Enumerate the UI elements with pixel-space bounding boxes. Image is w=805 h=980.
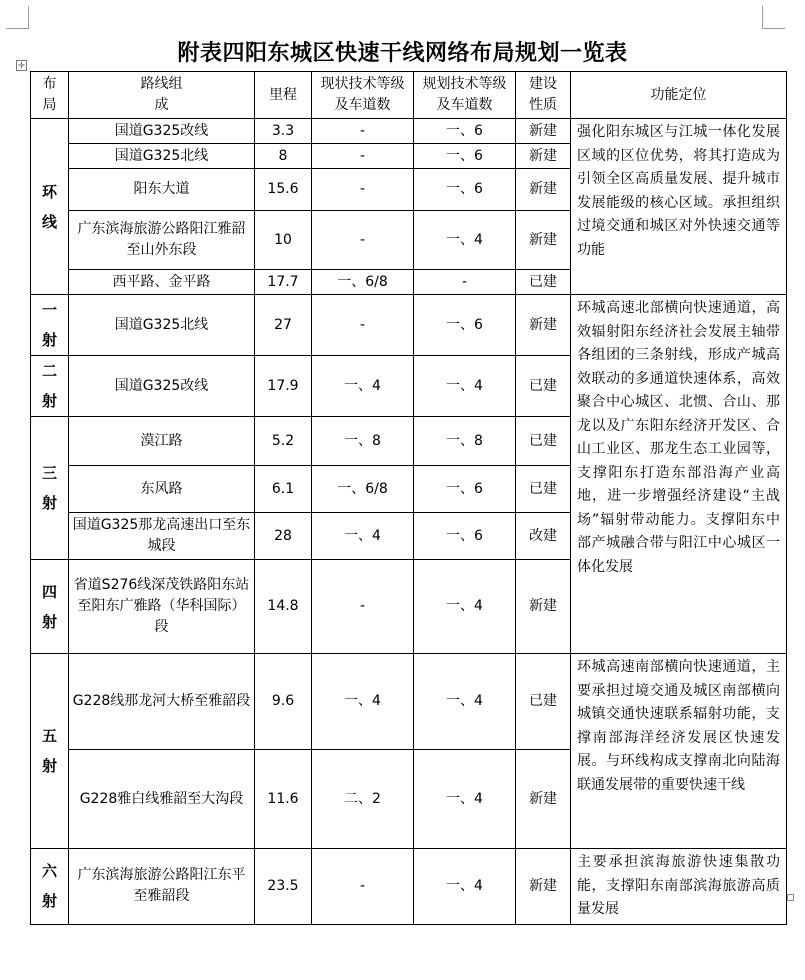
current-cell: 二、2 bbox=[312, 750, 414, 849]
mileage-cell: 14.8 bbox=[255, 560, 312, 654]
planned-cell: 一、6 bbox=[414, 169, 516, 211]
nature-cell: 新建 bbox=[516, 560, 571, 654]
table-row bbox=[31, 849, 787, 925]
current-cell: - bbox=[312, 295, 414, 356]
current-cell: - bbox=[312, 144, 414, 169]
function-cell-ray-5: 环城高速南部横向快速通道，主要承担过境交通及城区南部横向城镇交通快速联系辐射功能，支撑南部海洋经济发展区快速发展。与环线构成支撑南北向陆海联通发展带的重要快速干线 bbox=[571, 654, 787, 849]
header-mileage: 里程 bbox=[255, 72, 312, 119]
function-cell-ray-6: 主要承担滨海旅游快速集散功能，支撑阳东南部滨海旅游高质量发展 bbox=[571, 849, 787, 925]
route-cell: 国道G325改线 bbox=[69, 356, 255, 417]
route-cell: G228雅白线雅韶至大沟段 bbox=[69, 750, 255, 849]
header-planned: 规划技术等级及车道数 bbox=[414, 72, 516, 119]
function-cell-rays: 环城高速北部横向快速通道，高效辐射阳东经济社会发展主轴带各组团的三条射线，形成产城高效联动的多通道快速体系，高效聚合中心城区、北惯、合山、那龙以及广东阳东经济开发区、合山工业区、那龙生态工业园等，支撑阳东打造东部沿海产业高地，进一步增强经济建设“主战场”辐射带动能力。支撑阳东中部产城融合带与阳江中心城区一体化发展 bbox=[571, 295, 787, 654]
planned-cell: 一、4 bbox=[414, 211, 516, 270]
route-cell: 国道G325改线 bbox=[69, 119, 255, 144]
planned-cell: 一、4 bbox=[414, 560, 516, 654]
mileage-cell: 17.9 bbox=[255, 356, 312, 417]
group-label-ray-4: 四射 bbox=[31, 560, 69, 654]
nature-cell: 已建 bbox=[516, 270, 571, 295]
group-label-ray-2: 二射 bbox=[31, 356, 69, 417]
table-row bbox=[31, 654, 787, 750]
planned-cell: 一、8 bbox=[414, 417, 516, 466]
mileage-cell: 27 bbox=[255, 295, 312, 356]
mileage-cell: 28 bbox=[255, 513, 312, 560]
mileage-cell: 6.1 bbox=[255, 466, 312, 513]
table-row bbox=[31, 119, 787, 144]
route-cell: 广东滨海旅游公路阳江雅韶至山外东段 bbox=[69, 211, 255, 270]
header-function: 功能定位 bbox=[571, 72, 787, 119]
planned-cell: 一、4 bbox=[414, 654, 516, 750]
mileage-cell: 11.6 bbox=[255, 750, 312, 849]
header-nature: 建设性质 bbox=[516, 72, 571, 119]
mileage-cell: 17.7 bbox=[255, 270, 312, 295]
route-cell: 国道G325北线 bbox=[69, 295, 255, 356]
current-cell: 一、4 bbox=[312, 654, 414, 750]
nature-cell: 新建 bbox=[516, 849, 571, 925]
planned-cell: 一、4 bbox=[414, 849, 516, 925]
current-cell: 一、4 bbox=[312, 513, 414, 560]
current-cell: - bbox=[312, 169, 414, 211]
route-cell: 国道G325那龙高速出口至东城段 bbox=[69, 513, 255, 560]
header-current: 现状技术等级及车道数 bbox=[312, 72, 414, 119]
nature-cell: 改建 bbox=[516, 513, 571, 560]
planned-cell: 一、6 bbox=[414, 466, 516, 513]
current-cell: - bbox=[312, 211, 414, 270]
route-cell: 西平路、金平路 bbox=[69, 270, 255, 295]
mileage-cell: 15.6 bbox=[255, 169, 312, 211]
mileage-cell: 10 bbox=[255, 211, 312, 270]
current-cell: 一、6/8 bbox=[312, 466, 414, 513]
planned-cell: 一、4 bbox=[414, 750, 516, 849]
planned-cell: 一、4 bbox=[414, 356, 516, 417]
nature-cell: 新建 bbox=[516, 169, 571, 211]
table-resize-handle[interactable] bbox=[787, 894, 794, 901]
route-cell: G228线那龙河大桥至雅韶段 bbox=[69, 654, 255, 750]
current-cell: 一、4 bbox=[312, 356, 414, 417]
planned-cell: - bbox=[414, 270, 516, 295]
nature-cell: 已建 bbox=[516, 466, 571, 513]
header-route: 路线组成 bbox=[69, 72, 255, 119]
current-cell: 一、8 bbox=[312, 417, 414, 466]
table-move-handle-icon[interactable]: ✛ bbox=[16, 60, 27, 71]
route-cell: 广东滨海旅游公路阳江东平至雅韶段 bbox=[69, 849, 255, 925]
group-label-ray-3: 三射 bbox=[31, 417, 69, 560]
mileage-cell: 8 bbox=[255, 144, 312, 169]
planned-cell: 一、6 bbox=[414, 119, 516, 144]
nature-cell: 新建 bbox=[516, 119, 571, 144]
nature-cell: 新建 bbox=[516, 144, 571, 169]
route-cell: 国道G325北线 bbox=[69, 144, 255, 169]
current-cell: - bbox=[312, 560, 414, 654]
mileage-cell: 23.5 bbox=[255, 849, 312, 925]
nature-cell: 新建 bbox=[516, 295, 571, 356]
page-corner-mark-top-right bbox=[762, 6, 785, 29]
current-cell: 一、6/8 bbox=[312, 270, 414, 295]
route-cell: 东风路 bbox=[69, 466, 255, 513]
group-label-ray-5: 五射 bbox=[31, 654, 69, 849]
header-row bbox=[31, 72, 787, 119]
nature-cell: 新建 bbox=[516, 750, 571, 849]
planned-cell: 一、6 bbox=[414, 513, 516, 560]
group-label-ray-6: 六射 bbox=[31, 849, 69, 925]
page-corner-mark-top-left bbox=[6, 6, 29, 29]
group-label-ray-1: 一射 bbox=[31, 295, 69, 356]
group-label-loop: 环线 bbox=[31, 119, 69, 295]
nature-cell: 已建 bbox=[516, 654, 571, 750]
table-row bbox=[31, 295, 787, 356]
current-cell: - bbox=[312, 849, 414, 925]
mileage-cell: 3.3 bbox=[255, 119, 312, 144]
mileage-cell: 9.6 bbox=[255, 654, 312, 750]
nature-cell: 已建 bbox=[516, 417, 571, 466]
nature-cell: 已建 bbox=[516, 356, 571, 417]
planned-cell: 一、6 bbox=[414, 295, 516, 356]
current-cell: - bbox=[312, 119, 414, 144]
planning-table bbox=[30, 71, 787, 925]
nature-cell: 新建 bbox=[516, 211, 571, 270]
function-cell-loop: 强化阳东城区与江城一体化发展区域的区位优势，将其打造成为引领全区高质量发展、提升城市发展能级的核心区域。承担组织过境交通和城区对外快速交通等功能 bbox=[571, 119, 787, 295]
route-cell: 漠江路 bbox=[69, 417, 255, 466]
mileage-cell: 5.2 bbox=[255, 417, 312, 466]
header-layout: 布局 bbox=[31, 72, 69, 119]
route-cell: 省道S276线深茂铁路阳东站至阳东广雅路（华科国际）段 bbox=[69, 560, 255, 654]
planned-cell: 一、6 bbox=[414, 144, 516, 169]
route-cell: 阳东大道 bbox=[69, 169, 255, 211]
document-title: 附表四阳东城区快速干线网络布局规划一览表 bbox=[177, 41, 628, 66]
